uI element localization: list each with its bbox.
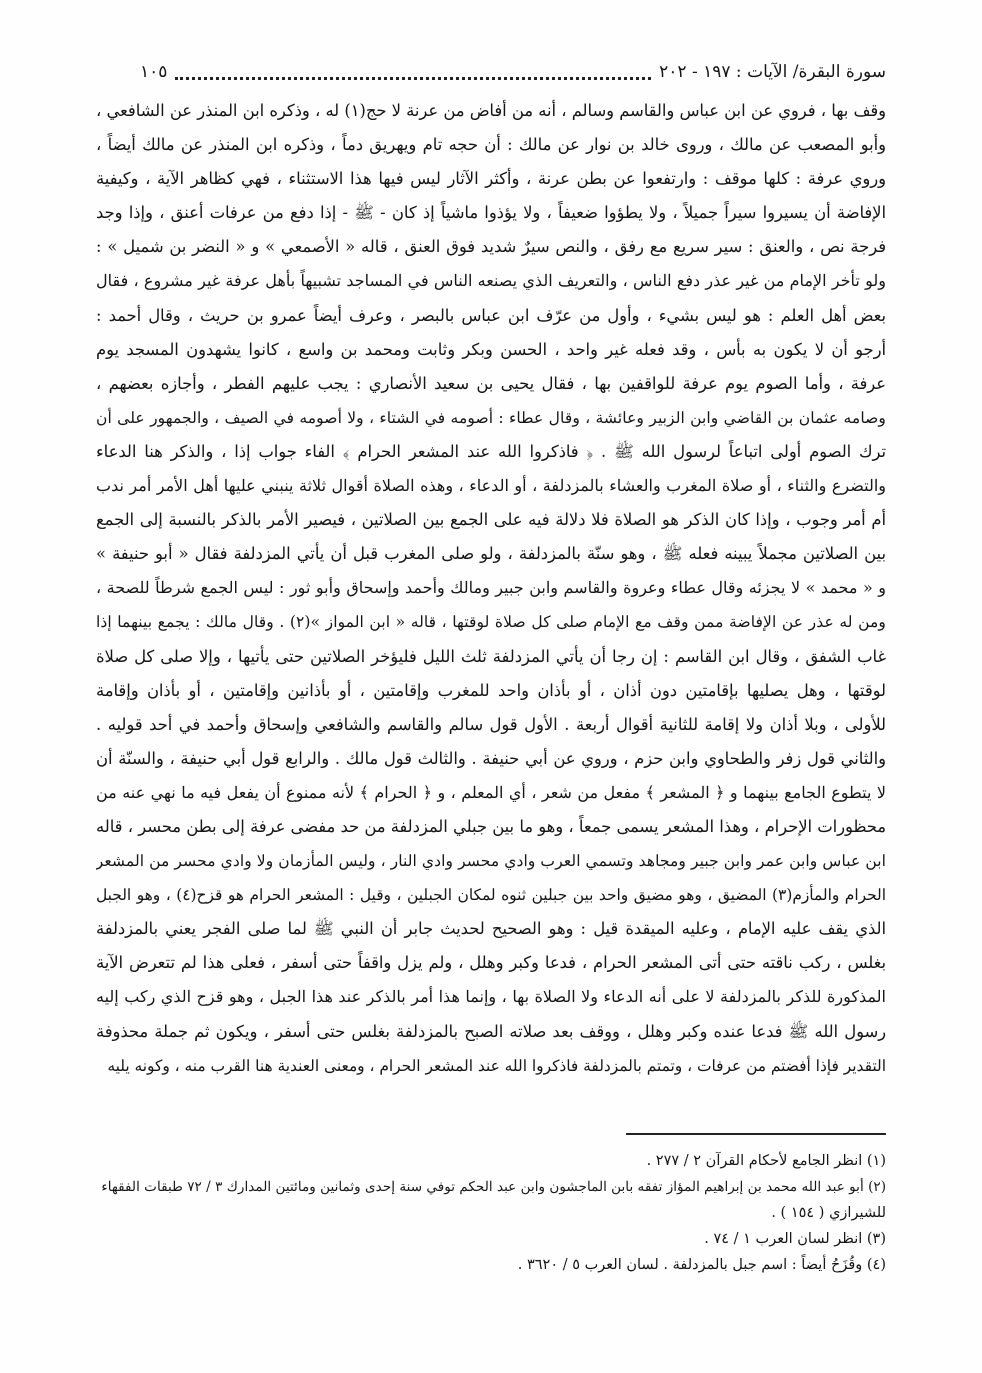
footnote: (١) انظر الجامع لأحكام القرآن ٢ / ٢٧٧ . (646, 1153, 886, 1169)
footnote-separator (626, 1133, 886, 1135)
text-line: الإفاضة أن يسيروا سيراً جميلاً ، ولا يطؤوا ضعيفاً ، ولا يؤذوا ماشياً إذ كان - ﷺ - إذا دفع من عرفات أعنق ، وإذا وجد (96, 203, 886, 223)
text-line: وقف بها ، فروي عن ابن عباس والقاسم وسالم ، أنه من أفاض من عرنة لا حج(١) له ، وذكره ابن المنذر عن الشافعي ، (96, 101, 886, 120)
text-line: وصامه عثمان بن القاضي وابن الزبير وعائشة ، وقال عطاء : أصومه في الشتاء ، ولا أصومه في الصيف ، والجمهور على أن (96, 407, 886, 427)
text-line: لا يتطوع الجامع بينهما و ﴿ المشعر ﴾ مفعل من شعر ، أي المعلم ، و ﴿ الحرام ﴾ لأنه ممنوع أن يفعل فيه ما نهي عنه من (96, 782, 886, 802)
text-line: محظورات الإحرام ، وهذا المشعر يسمى جمعاً ، وهو ما بين جبلي المزدلفة من حد مفضى عرفة إلى بطن محسر ، قاله (96, 816, 886, 836)
text-line: و « محمد » لا يجزئه وقال عطاء وعروة والقاسم وابن جبير ومالك وأحمد وإسحاق وأبو ثور : ليس الجمع شرطاً للصحة ، (96, 578, 886, 598)
text-line: وروي عرفة : كلها موقف : وارتفعوا عن بطن عرنة ، وأكثر الآثار ليس فيها هذا الاستثناء ، فهي كظاهر الآية ، وكيفية (96, 169, 886, 189)
main-text (96, 94, 886, 1083)
text-line: ترك الصوم أولى اتباعاً لرسول الله ﷺ . ﴿ فاذكروا الله عند المشعر الحرام ﴾ الفاء جواب إذا ، والذكر هنا الدعاء (96, 441, 886, 461)
text-line: الحرام والمأزم(٣) المضيق ، وهو مضيق واحد بين جبلين ثنوه لمكان الجبلين ، وقيل : المشعر الحرام هو قزح(٤) ، وهو الجبل (96, 886, 886, 905)
text-line: المذكورة للذكر بالمزدلفة لا على أنه الدعاء ولا الصلاة بها ، وإنما هذا أمر بالذكر عند هذا الجبل ، وهو قزح الذي ركب إليه (96, 987, 886, 1007)
text-line: ولو تأخر الإمام من غير عذر دفع الناس ، والتعريف الذي يصنعه الناس في المساجد تشبيهاً بأهل عرفة غير مشروع ، فقال (96, 271, 886, 291)
text-line: بعض أهل العلم : هو ليس بشيء ، وأول من عرّف ابن عباس بالبصر ، وعرف أيضاً عمرو بن حريث ، وقال أحمد : (96, 305, 886, 325)
text-line: للأولى ، وبلا أذان ولا إقامة للثانية أقوال أربعة . الأول قول سالم والقاسم والشافعي وإسحاق وأحمد في أحد قوليه . (96, 714, 886, 734)
text-line: لوقتها ، وهل يصليها بإقامتين دون أذان ، أو بأذان واحد للمغرب وإقامتين ، أو بأذانين وإقامتين ، أو بأذان وإقامة (96, 680, 886, 700)
text-line: بين الصلاتين مجملاً يبينه فعله ﷺ ، وهو سنّة بالمزدلفة ، ولو صلى المغرب قبل أن يأتي المزدلفة فقال « أبو حنيفة » (96, 544, 886, 564)
text-line: رسول الله ﷺ فدعا عنده وكبر وهلل ، ووقف بعد صلاته الصبح بالمزدلفة بغلس حتى أسفر ، ويكون ثم جملة محذوفة (96, 1021, 886, 1041)
surah-title: سورة البقرة/ الآيات : ١٩٧ - ٢٠٢ (659, 62, 886, 82)
text-line: فرجة نص ، والعنق : سير سريع مع رفق ، والنص سيرٌ شديد فوق العنق ، قاله « الأصمعي » و « النضر بن شميل » : (96, 237, 886, 257)
footnote: (٣) انظر لسان العرب ١ / ٧٤ . (704, 1231, 886, 1247)
footnotes (96, 1148, 886, 1278)
text-line: والثاني قول زفر والطحاوي وابن حزم ، وروي عن أبي حنيفة . والثالث قول مالك . والرابع قول أبي حنيفة ، والسنّة أن (96, 748, 886, 768)
text-line: وأبو المصعب عن مالك ، وروى خالد بن نوار عن مالك : أن حجه تام ويهريق دماً ، وذكره ابن المنذر عن مالك أيضاً ، (96, 135, 886, 155)
running-header (140, 58, 886, 86)
footnote-continuation: للشيرازي ( ١٥٤ ) . (771, 1205, 886, 1221)
text-line: ومن له عذر عن الإفاضة ممن وقف مع الإمام صلى كل صلاة لوقتها ، قاله « ابن المواز »(٢) . وقال مالك : يجمع بينهما إذا (96, 612, 886, 632)
text-line: بغلس ، ركب ناقته حتى أتى المشعر الحرام ، فدعا وكبر وهلل ، ولم يزل واقفاً حتى أسفر ، فعلى هذا لم تتعرض الآية (96, 953, 886, 973)
text-line: أرجو أن لا يكون به بأس ، وقد فعله غير واحد ، الحسن وبكر وثابت ومحمد بن واسع ، كانوا يشهدون المسجد يوم (96, 339, 886, 359)
header-dot-leader (175, 65, 651, 80)
text-line: غاب الشفق ، وقال ابن القاسم : إن رجا أن يأتي المزدلفة ثلث الليل فليؤخر الصلاتين حتى يأتيها ، وإلا صلى كل صلاة (96, 646, 886, 666)
text-line: والتضرع والثناء ، أو صلاة المغرب والعشاء بالمزدلفة ، أو الدعاء ، وهذه الصلاة أقوال ثلاثة ينبني عليها أهل الأمر أمر ندب (96, 476, 886, 496)
text-line: ابن عباس وابن عمر وابن جبير ومجاهد وتسمي العرب وادي محسر وادي النار ، وليس المأزمان ولا وادي محسر من المشعر (96, 851, 886, 871)
footnote: (٢) أبو عبد الله محمد بن إبراهيم المؤاز تفقه بابن الماجشون وابن عبد الحكم توفي سنة إحدى وثمانين ومائتين المدارك ٣ / ٧٢ طبقات الفقهاء (101, 1179, 886, 1195)
text-line: عرفة ، وأما الصوم يوم عرفة للواقفين بها ، فقال يحيى بن سعيد الأنصاري : يجب عليهم الفطر ، وأجازه بعضهم ، (96, 373, 886, 393)
page-number: ١٠٥ (140, 62, 168, 82)
text-line: الذي يقف عليه الإمام ، وعليه الميقدة قيل : وهو الصحيح لحديث جابر أن النبي ﷺ لما صلى الفجر يعني بالمزدلفة (96, 919, 886, 939)
text-line: التقدير فإذا أفضتم من عرفات ، وتمتم بالمزدلفة فاذكروا الله عند المشعر الحرام ، ومعنى العندية هنا القرب منه ، وكونه يليه (107, 1056, 886, 1075)
text-line: أم أمر وجوب ، وإذا كان الذكر هو الصلاة فلا دلالة فيه على الجمع بين الصلاتين ، فيصير الأمر بالذكر بالنسبة إلى الجمع (96, 510, 886, 530)
footnote: (٤) وقُزَحُ أيضاً : اسم جبل بالمزدلفة . لسان العرب ٥ / ٣٦٢٠ . (517, 1257, 886, 1273)
